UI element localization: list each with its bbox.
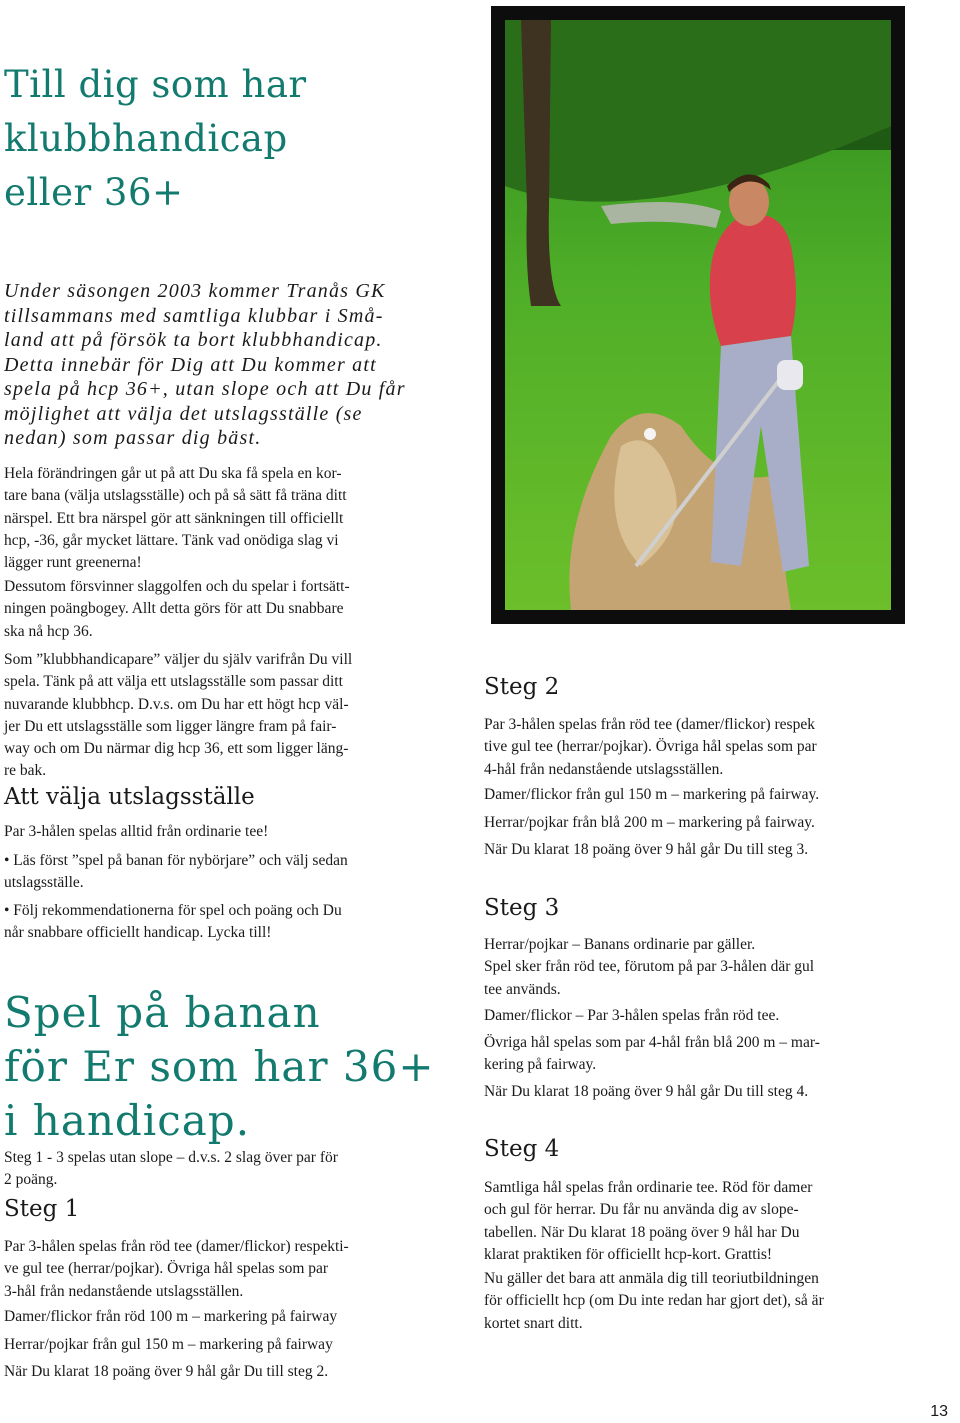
title-line: i handicap. [4, 1096, 251, 1145]
text-line: klarat praktiken för officiellt hcp-kort. Grattis! [484, 1245, 773, 1263]
text-line: kering på fairway. [484, 1056, 597, 1074]
bullet-folj [4, 900, 444, 945]
steg4-paragraph [484, 1177, 914, 1266]
text-line: Hela förändringen går ut på att Du ska få spela en kor- [4, 465, 342, 482]
section-title-spel-pa-banan [4, 986, 474, 1148]
steg3-nar-du-klarat: När Du klarat 18 poäng över 9 hål går Du till steg 4. [484, 1083, 809, 1100]
text-line: 4-hål från nedanstående utslagsställen. [484, 760, 724, 778]
heading-steg-1: Steg 1 [4, 1196, 80, 1222]
intro-line: Detta innebär för Dig att Du kommer att [4, 353, 377, 376]
steg-intro [4, 1147, 444, 1192]
text-line: tare bana (välja utslagsställe) och på så sätt få träna ditt [4, 487, 347, 505]
text-line: spela. Tänk på att välja ett utslagsställe som passar ditt [4, 673, 343, 691]
title-line: klubbhandicap [4, 117, 288, 160]
text-line: Steg 1 - 3 spelas utan slope – d.v.s. 2 slag över par för [4, 1149, 338, 1166]
steg3-damer: Damer/flickor – Par 3-hålen spelas från röd tee. [484, 1007, 780, 1024]
text-line: nuvarande klubbhcp. D.v.s. om Du har ett högt hcp väl- [4, 695, 349, 713]
text-line: Dessutom försvinner slaggolfen och du spelar i fortsätt- [4, 578, 350, 595]
title-line: Spel på banan [4, 988, 321, 1037]
text-line: 3-hål från nedanstående utslagsställen. [4, 1282, 244, 1300]
intro-line: nedan) som passar dig bäst. [4, 427, 262, 449]
text-line: 2 poäng. [4, 1171, 58, 1189]
steg1-herrar: Herrar/pojkar från gul 150 m – markering på fairway [4, 1336, 333, 1353]
intro-line: spela på hcp 36+, utan slope och att Du får [4, 378, 406, 400]
text-line: lägger runt greenerna! [4, 554, 142, 572]
title-line: för Er som har 36+ [4, 1042, 435, 1091]
intro-line: tillsammans med samtliga klubbar i Små- [4, 304, 384, 327]
text-line: tive gul tee (herrar/pojkar). Övriga hål spelas som par [484, 738, 817, 756]
heading-steg-4: Steg 4 [484, 1136, 560, 1162]
paragraph-forandringen [4, 463, 444, 574]
steg1-paragraph [4, 1236, 444, 1303]
steg1-damer: Damer/flickor från röd 100 m – markering på fairway [4, 1308, 338, 1325]
title-line: Till dig som har [4, 63, 307, 106]
text-line: jer Du ett utslagsställe som ligger längre fram på fair- [4, 717, 337, 735]
steg3-paragraph [484, 934, 914, 1001]
text-line: ska nå hcp 36. [4, 622, 93, 640]
paragraph-klubbhandicapare [4, 649, 444, 783]
intro-paragraph [4, 279, 444, 451]
text-line: utslagsställe. [4, 874, 84, 892]
text-line: kortet snart ditt. [484, 1314, 583, 1332]
text-line: Samtliga hål spelas från ordinarie tee. Röd för damer [484, 1179, 813, 1196]
intro-line: möjlighet att välja det utslagsställe (se [4, 402, 363, 425]
heading-steg-3: Steg 3 [484, 895, 560, 921]
text-line: tee används. [484, 980, 561, 998]
text-line: • Läs först ”spel på banan för nybörjare” och välj sedan [4, 852, 348, 869]
text-line: för officiellt hcp (om Du inte redan har gjort det), så är [484, 1292, 824, 1310]
text-line: närspel. Ett bra närspel gör att sänkningen till officiellt [4, 509, 344, 527]
page-title [4, 58, 474, 220]
bullet-las-forst [4, 850, 444, 895]
line-par3-ordinarie: Par 3-hålen spelas alltid från ordinarie tee! [4, 823, 269, 840]
paragraph-dessutom [4, 576, 444, 643]
text-line: re bak. [4, 762, 47, 780]
heading-att-valja: Att välja utslagsställe [4, 784, 255, 810]
text-line: Övriga hål spelas som par 4-hål från blå 200 m – mar- [484, 1034, 820, 1051]
text-line: Spel sker från röd tee, förutom på par 3-hålen där gul [484, 958, 815, 976]
page-number: 13 [930, 1403, 948, 1420]
steg2-nar-du-klarat: När Du klarat 18 poäng över 9 hål går Du till steg 3. [484, 841, 809, 858]
steg2-paragraph [484, 714, 914, 781]
text-line: Herrar/pojkar – Banans ordinarie par gäller. [484, 936, 756, 953]
text-line: Par 3-hålen spelas från röd tee (damer/flickor) respekti- [4, 1238, 349, 1255]
intro-line: land att på försök ta bort klubbhandicap. [4, 329, 383, 351]
steg2-herrar: Herrar/pojkar från blå 200 m – markering på fairway. [484, 814, 815, 831]
text-line: når snabbare officiellt handicap. Lycka till! [4, 924, 272, 942]
text-line: • Följ rekommendationerna för spel och poäng och Du [4, 902, 342, 919]
steg2-damer: Damer/flickor från gul 150 m – markering på fairway. [484, 786, 820, 803]
text-line: och gul för herrar. Du får nu använda dig av slope- [484, 1201, 799, 1219]
heading-steg-2: Steg 2 [484, 674, 560, 700]
text-line: ningen poängbogey. Allt detta görs för att Du snabbare [4, 600, 344, 618]
text-line: hcp, -36, går mycket lättare. Tänk vad onödiga slag vi [4, 531, 339, 549]
steg4-teori [484, 1268, 914, 1335]
text-line: ve gul tee (herrar/pojkar). Övriga hål spelas som par [4, 1260, 329, 1278]
text-line: Par 3-hålen spelas från röd tee (damer/flickor) respek [484, 716, 815, 733]
text-line: tabellen. När Du klarat 18 poäng över 9 hål har Du [484, 1223, 800, 1241]
golfer-photo [491, 6, 905, 624]
intro-line: Under säsongen 2003 kommer Tranås GK [4, 280, 386, 302]
golfer-in-bunker-image [491, 6, 905, 624]
text-line: Som ”klubbhandicapare” väljer du själv varifrån Du vill [4, 651, 353, 668]
text-line: way och om Du närmar dig hcp 36, ett som ligger läng- [4, 740, 349, 758]
steg3-ovriga [484, 1032, 914, 1077]
steg1-nar-du-klarat: När Du klarat 18 poäng över 9 hål går Du till steg 2. [4, 1363, 329, 1380]
title-line: eller 36+ [4, 171, 184, 214]
text-line: Nu gäller det bara att anmäla dig till teoriutbildningen [484, 1270, 819, 1287]
